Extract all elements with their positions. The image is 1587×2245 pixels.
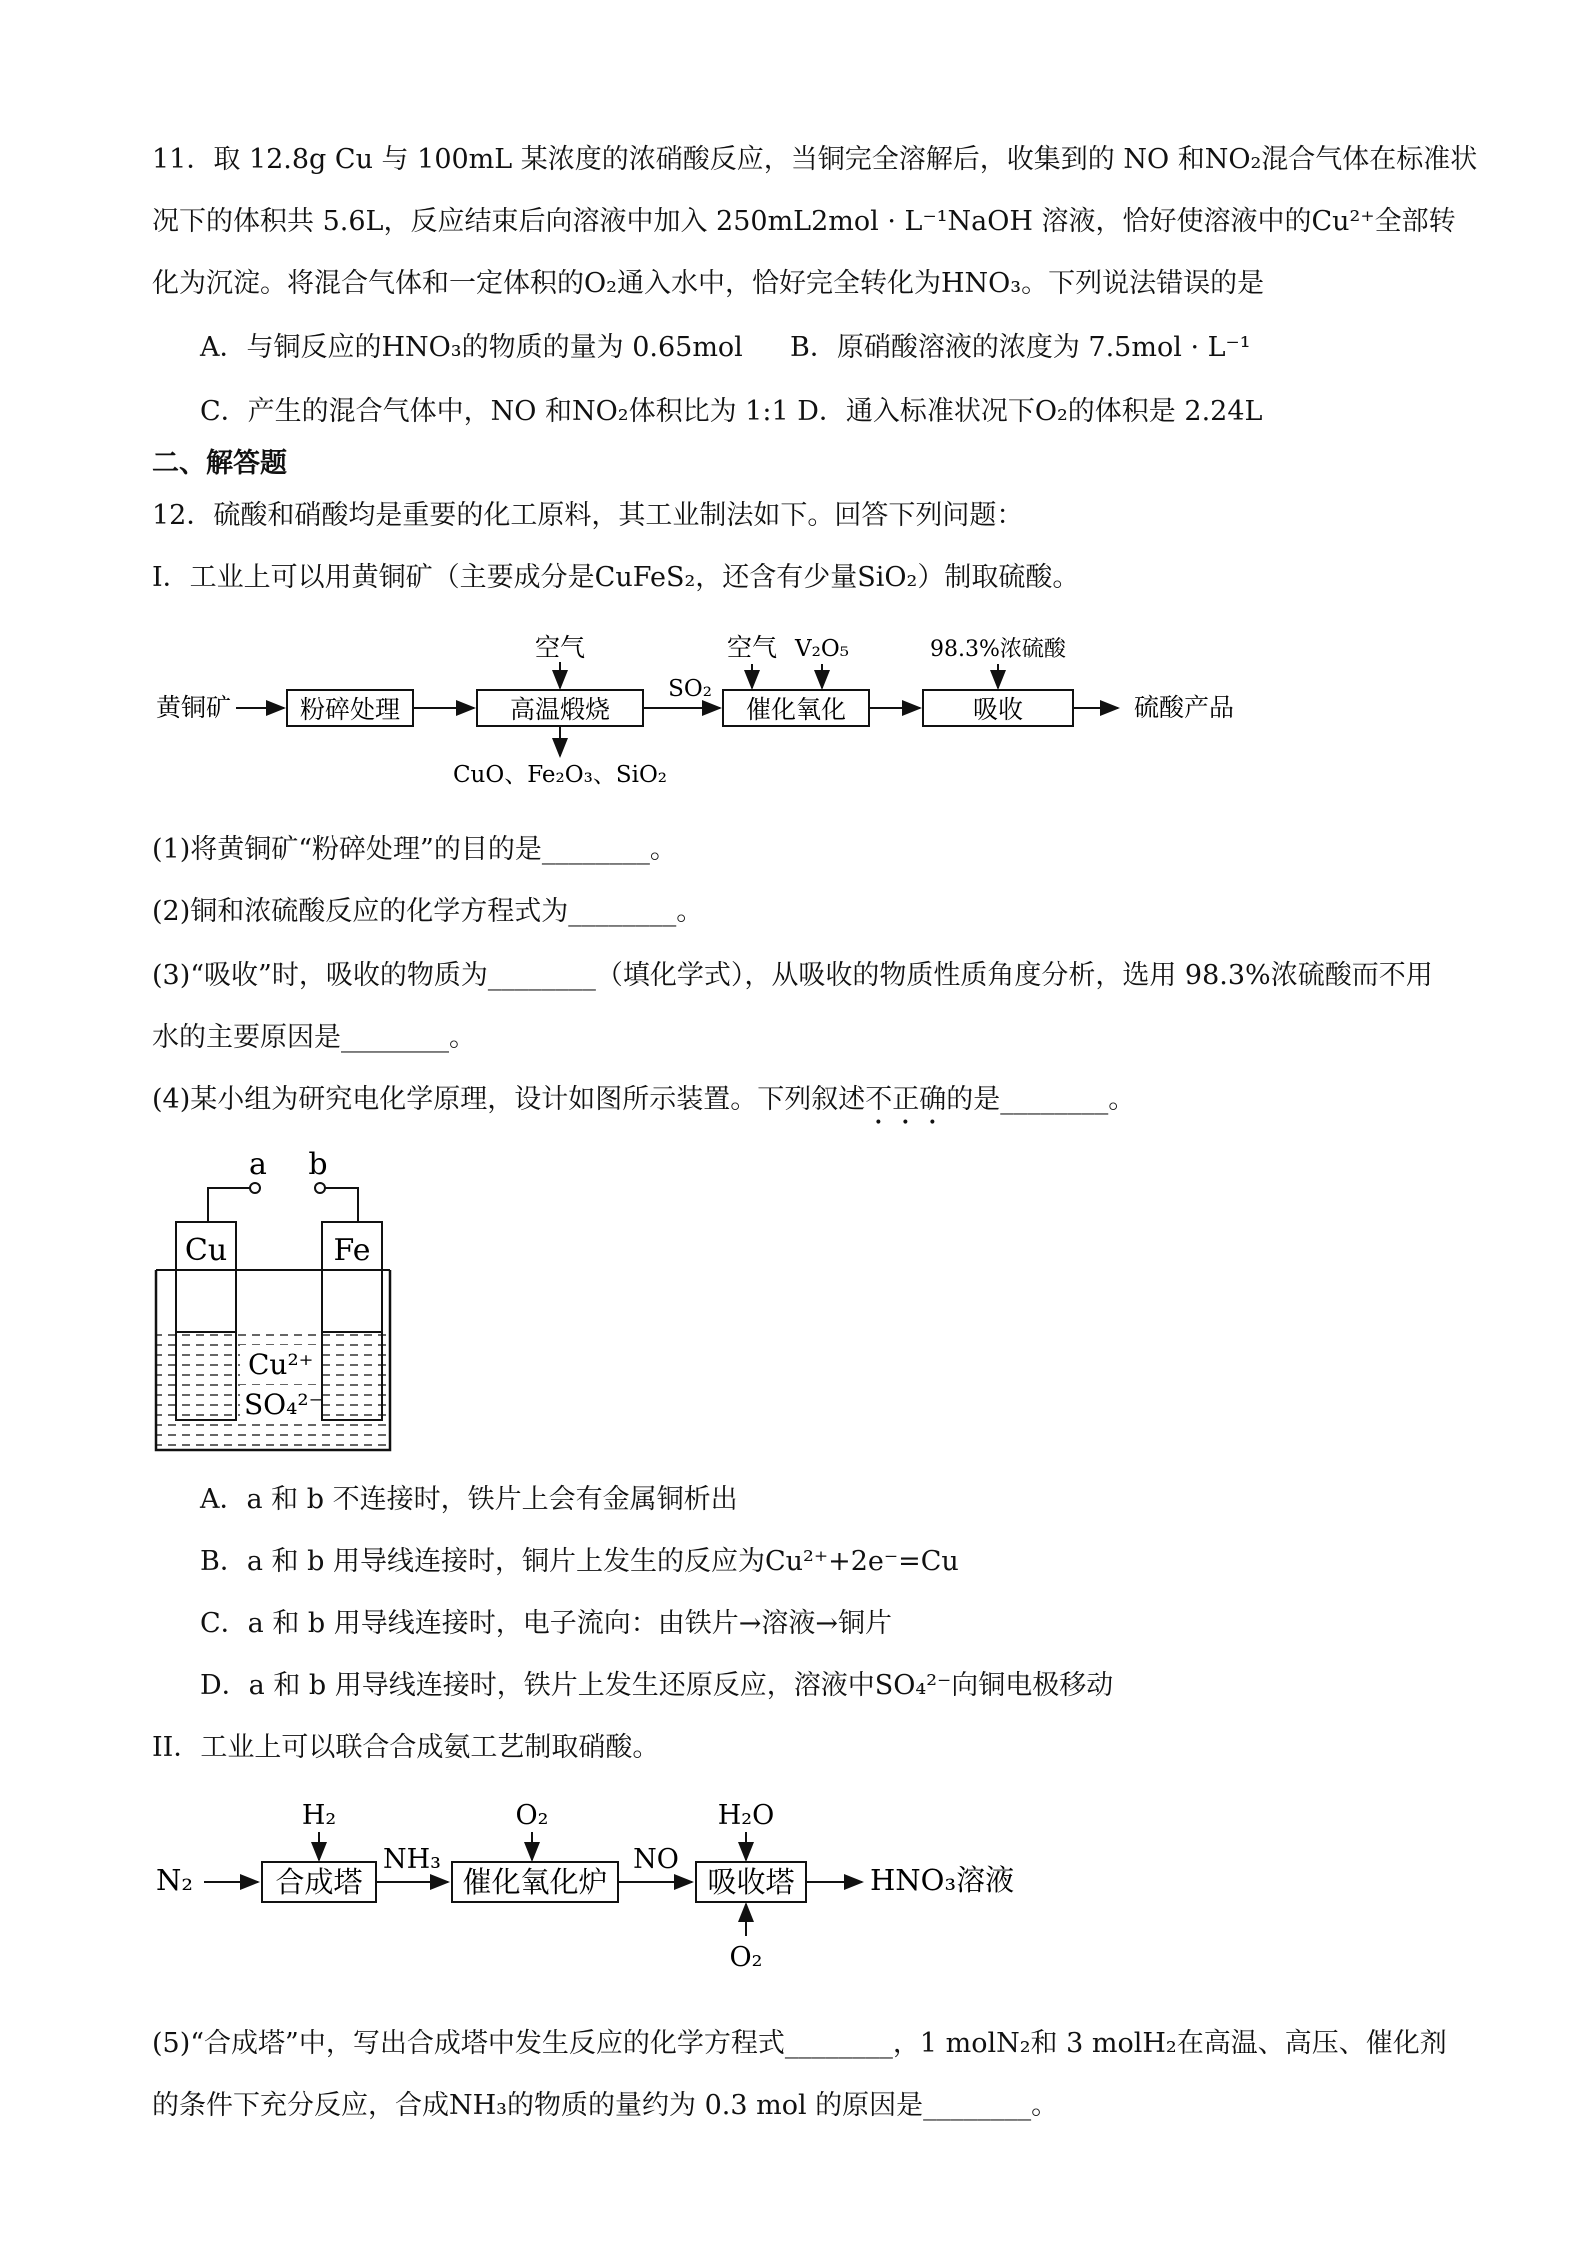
flow2-in1: H₂ bbox=[301, 1800, 337, 1831]
q12-part2: II．工业上可以联合合成氨工艺制取硝酸。 bbox=[152, 1732, 660, 1763]
ion-cu: Cu²⁺ bbox=[248, 1348, 314, 1381]
q12-option-d: D．a 和 b 用导线连接时，铁片上发生还原反应，溶液中SO₄²⁻向铜电极移动 bbox=[200, 1670, 1114, 1701]
q12-intro: 12．硫酸和硝酸均是重要的化工原料，其工业制法如下。回答下列问题： bbox=[152, 500, 1024, 531]
flow2-box3-label: 吸收塔 bbox=[707, 1865, 795, 1899]
flow1-arrow-so2: SO₂ bbox=[668, 676, 712, 702]
flow2-in2: O₂ bbox=[515, 1800, 549, 1831]
q12-sub-1: (1)将黄铜矿“粉碎处理”的目的是________。 bbox=[152, 834, 677, 865]
q12-part1: I．工业上可以用黄铜矿（主要成分是CuFeS₂，还含有少量SiO₂）制取硫酸。 bbox=[152, 562, 1080, 593]
flow1-start: 黄铜矿 bbox=[156, 693, 232, 722]
q12-sub-4-post: 的是________。 bbox=[946, 1084, 1136, 1115]
ion-so4: SO₄²⁻ bbox=[244, 1388, 324, 1421]
q12-option-a: A．a 和 b 不连接时，铁片上会有金属铜析出 bbox=[200, 1484, 738, 1515]
flow2-box2-label: 催化氧化炉 bbox=[462, 1865, 608, 1899]
flow1-in4: 98.3%浓硫酸 bbox=[930, 637, 1066, 662]
q12-option-c: C．a 和 b 用导线连接时，电子流向：由铁片→溶液→铜片 bbox=[200, 1608, 893, 1639]
flow2-box1-label: 合成塔 bbox=[275, 1865, 363, 1899]
flow2-in3-bottom: O₂ bbox=[729, 1942, 763, 1973]
section-heading: 二、解答题 bbox=[152, 448, 287, 479]
sulfuric-acid-flowchart bbox=[0, 620, 1587, 800]
flow2-in3-top: H₂O bbox=[717, 1800, 775, 1831]
q12-sub-2: (2)铜和浓硫酸反应的化学方程式为________。 bbox=[152, 896, 704, 927]
cu-label: Cu bbox=[184, 1233, 228, 1268]
q11-option-b: B．原硝酸溶液的浓度为 7.5mol · L⁻¹ bbox=[790, 332, 1251, 363]
fe-label: Fe bbox=[333, 1233, 371, 1268]
flow1-box1-label: 粉碎处理 bbox=[299, 695, 401, 724]
flow1-in3a: 空气 bbox=[726, 633, 778, 662]
q12-sub-4 bbox=[152, 1080, 1135, 1131]
flow2-arrow-nh3: NH₃ bbox=[383, 1844, 441, 1875]
flow1-out2: CuO、Fe₂O₃、SiO₂ bbox=[452, 762, 668, 788]
q11-option-a: A．与铜反应的HNO₃的物质的量为 0.65mol bbox=[200, 332, 743, 363]
q11-line-1: 11．取 12.8g Cu 与 100mL 某浓度的浓硝酸反应，当铜完全溶解后，收集到的 NO 和NO₂混合气体在标准状 bbox=[152, 144, 1478, 175]
terminal-a bbox=[250, 1183, 260, 1193]
electrochemical-cell-diagram bbox=[140, 1140, 420, 1460]
q11-option-c-d: C．产生的混合气体中，NO 和NO₂体积比为 1:1 D．通入标准状况下O₂的体积是 2.24L bbox=[200, 396, 1263, 427]
terminal-b-label: b bbox=[308, 1147, 328, 1182]
flow1-box3-label: 催化氧化 bbox=[745, 695, 847, 724]
q12-sub-3b: 水的主要原因是________。 bbox=[152, 1022, 476, 1053]
q12-sub-5a: (5)“合成塔”中，写出合成塔中发生反应的化学方程式________，1 molN₂和 3 molH₂在高温、高压、催化剂 bbox=[152, 2028, 1447, 2059]
flow1-in3b: V₂O₅ bbox=[795, 636, 849, 662]
q11-line-2: 况下的体积共 5.6L，反应结束后向溶液中加入 250mL2mol · L⁻¹NaOH 溶液，恰好使溶液中的Cu²⁺全部转 bbox=[152, 206, 1456, 237]
flow1-in2: 空气 bbox=[534, 633, 586, 662]
q11-line-3: 化为沉淀。将混合气体和一定体积的O₂通入水中，恰好完全转化为HNO₃。下列说法错误的是 bbox=[152, 268, 1265, 299]
q12-sub-3a: (3)“吸收”时，吸收的物质为________（填化学式），从吸收的物质性质角度分析，选用 98.3%浓硫酸而不用 bbox=[152, 960, 1433, 991]
flow2-arrow-no: NO bbox=[633, 1844, 679, 1875]
nitric-acid-flowchart bbox=[0, 1790, 1587, 1990]
terminal-a-label: a bbox=[249, 1147, 267, 1182]
flow1-box2-label: 高温煅烧 bbox=[509, 695, 611, 724]
flow1-end: 硫酸产品 bbox=[1134, 693, 1235, 722]
flow2-end: HNO₃溶液 bbox=[870, 1863, 1015, 1897]
q12-sub-4-pre: (4)某小组为研究电化学原理，设计如图所示装置。下列叙述 bbox=[152, 1084, 866, 1115]
flow2-start: N₂ bbox=[156, 1863, 194, 1897]
q12-sub-5b: 的条件下充分反应，合成NH₃的物质的量约为 0.3 mol 的原因是________。 bbox=[152, 2090, 1059, 2121]
q12-sub-4-emphasis: 不正确 bbox=[865, 1084, 947, 1115]
q12-option-b: B．a 和 b 用导线连接时，铜片上发生的反应为Cu²⁺+2e⁻=Cu bbox=[200, 1546, 959, 1577]
flow1-box4-label: 吸收 bbox=[972, 695, 1024, 724]
terminal-b bbox=[315, 1183, 325, 1193]
